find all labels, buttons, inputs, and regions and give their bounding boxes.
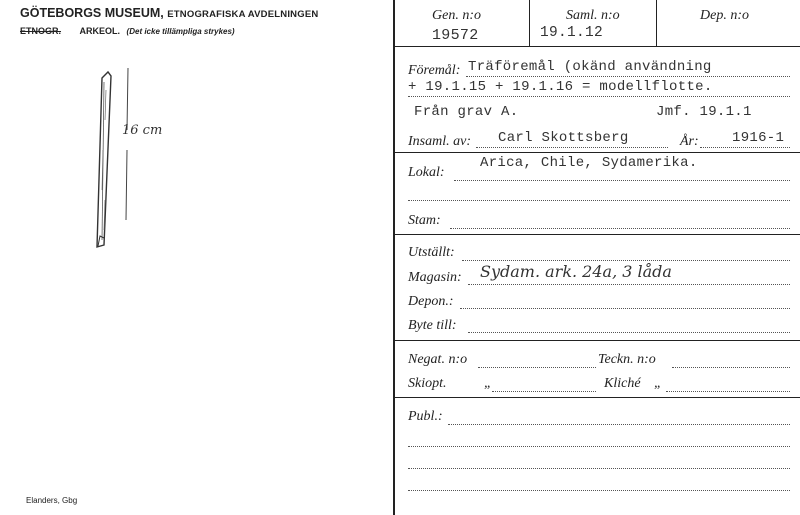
skiopt-label: Skiopt. xyxy=(408,376,447,391)
etnogr-label: ETNOGR. xyxy=(20,26,62,36)
size-note: 16 cm xyxy=(122,123,163,138)
lokal-dotline-2 xyxy=(408,200,790,201)
printer-credit: Elanders, Gbg xyxy=(26,496,78,505)
insaml-dotline xyxy=(476,147,668,148)
foremal-line3b: Jmf. 19.1.1 xyxy=(656,104,752,120)
negat-dotline xyxy=(478,367,596,368)
saml-label: Saml. n:o xyxy=(566,8,620,23)
publ-dotline-2 xyxy=(408,446,790,447)
ar-dotline xyxy=(700,147,790,148)
utstallt-dotline xyxy=(462,260,790,261)
foremal-dotline xyxy=(466,76,790,77)
depon-label: Depon.: xyxy=(408,294,454,309)
stam-dotline xyxy=(450,228,790,229)
foremal-line2: + 19.1.15 + 19.1.16 = modellflotte. xyxy=(408,79,713,95)
header-bottom-line xyxy=(394,46,800,47)
saml-value: 19.1.12 xyxy=(540,25,604,41)
gen-value: 19572 xyxy=(432,27,479,44)
object-sketch xyxy=(80,60,150,260)
lokal-dotline xyxy=(454,180,790,181)
museum-name: GÖTEBORGS MUSEUM, xyxy=(20,6,164,20)
kliche-label: Kliché xyxy=(604,376,641,391)
insaml-label: Insaml. av: xyxy=(408,134,471,149)
publ-dotline-3 xyxy=(408,468,790,469)
publ-label: Publ.: xyxy=(408,409,443,424)
stam-label: Stam: xyxy=(408,213,441,228)
kliche-mark: „ xyxy=(654,376,662,391)
arkeol-label: ARKEOL. xyxy=(79,26,121,36)
lokal-label: Lokal: xyxy=(408,165,445,180)
byte-dotline xyxy=(468,332,790,333)
foremal-line1: Träföremål (okänd användning xyxy=(468,59,712,75)
publ-dotline-4 xyxy=(408,490,790,491)
skiopt-mark: „ xyxy=(484,376,492,391)
utstallt-label: Utställt: xyxy=(408,245,455,260)
insaml-value: Carl Skottsberg xyxy=(498,130,629,146)
ar-label: År: xyxy=(680,134,699,149)
magasin-dotline xyxy=(468,284,790,285)
kliche-dotline xyxy=(666,391,790,392)
teckn-label: Teckn. n:o xyxy=(598,352,656,367)
publ-dotline-1 xyxy=(448,424,790,425)
teckn-dotline xyxy=(672,367,790,368)
card-left-border xyxy=(393,0,395,515)
dep-label: Dep. n:o xyxy=(700,8,749,23)
gen-label: Gen. n:o xyxy=(432,8,481,23)
header-divider-1 xyxy=(529,0,530,46)
category-line xyxy=(20,26,235,36)
negat-label: Negat. n:o xyxy=(408,352,468,367)
magasin-value: Sydam. ark. 24a, 3 låda xyxy=(480,262,672,281)
skiopt-dotline xyxy=(492,391,596,392)
lokal-value: Arica, Chile, Sydamerika. xyxy=(480,155,698,171)
strike-note: (Det icke tillämpliga strykes) xyxy=(126,27,235,36)
foremal-line3a: Från grav A. xyxy=(414,104,519,120)
ar-value: 1916-1 xyxy=(732,130,785,146)
department-name: ETNOGRAFISKA AVDELNINGEN xyxy=(167,9,319,20)
magasin-label: Magasin: xyxy=(408,270,462,285)
byte-label: Byte till: xyxy=(408,318,457,333)
section-line-3 xyxy=(394,340,800,341)
foremal-label: Föremål: xyxy=(408,63,461,78)
foremal-dotline-2 xyxy=(408,96,790,97)
depon-dotline xyxy=(460,308,790,309)
section-line-2 xyxy=(394,234,800,235)
header-divider-2 xyxy=(656,0,657,46)
section-line-4 xyxy=(394,397,800,398)
section-line-1 xyxy=(394,152,800,153)
museum-header xyxy=(20,6,318,20)
